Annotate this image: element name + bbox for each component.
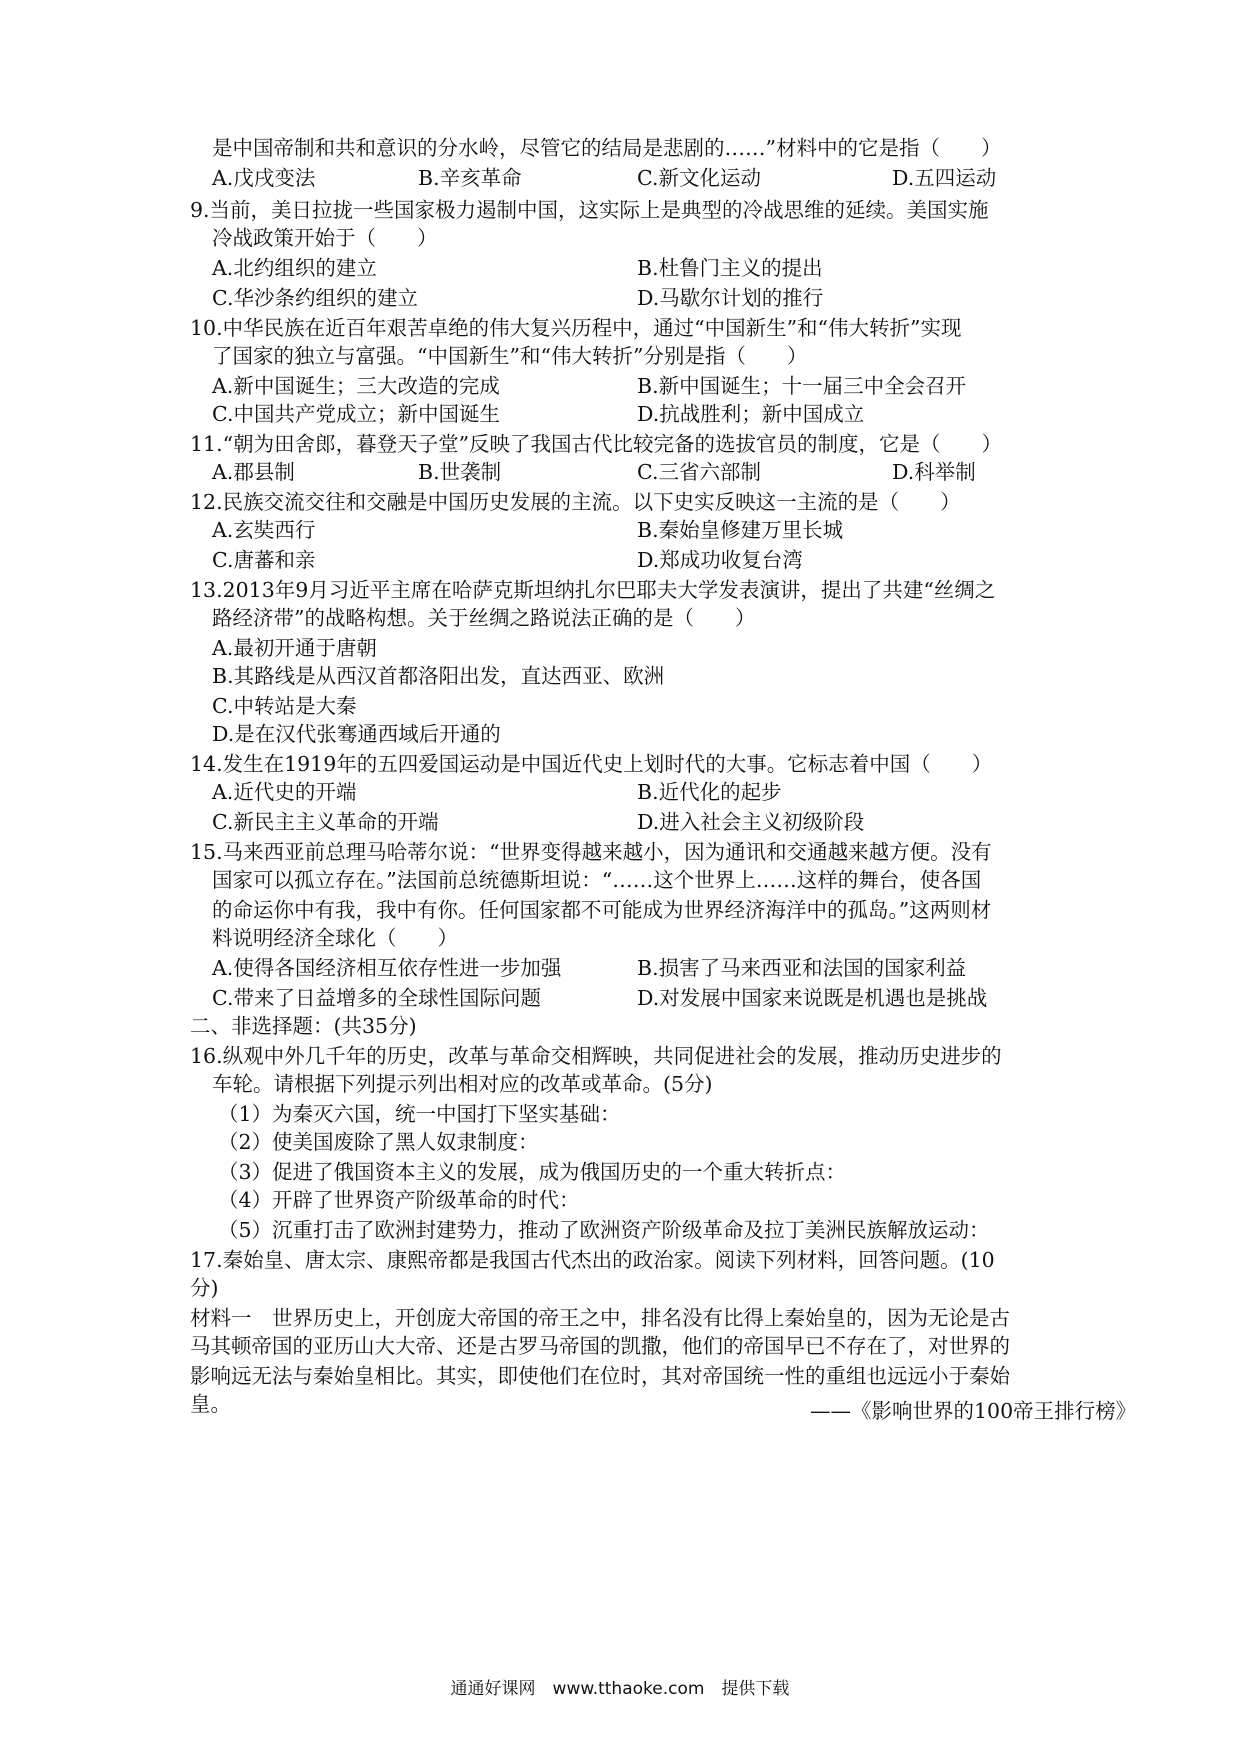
q13-stem-line1: 13.2013年9月习近平主席在哈萨克斯坦纳扎尔巴耶夫大学发表演讲，提出了共建“丝绸之 (190, 578, 996, 602)
q12-option-a: A.玄奘西行 (212, 518, 316, 542)
q9-stem-line1: 9.当前，美日拉拢一些国家极力遏制中国，这实际上是典型的冷战思维的延续。美国实施 (190, 198, 989, 222)
q10-option-b: B.新中国诞生；十一届三中全会召开 (637, 374, 967, 398)
q15-option-d: D.对发展中国家来说既是机遇也是挑战 (637, 986, 988, 1010)
q10-stem-line2: 了国家的独立与富强。“中国新生”和“伟大转折”分别是指（ ） (212, 344, 808, 368)
q14-option-c: C.新民主主义革命的开端 (212, 810, 439, 834)
q15-stem-line3: 的命运你中有我，我中有你。任何国家都不可能成为世界经济海洋中的孤岛。”这两则材 (212, 898, 992, 922)
section2-title: 二、非选择题：(共35分) (190, 1014, 417, 1038)
material1-source: ——《影响世界的100帝王排行榜》 (810, 1399, 1137, 1423)
q8-option-a: A.戊戌变法 (212, 166, 316, 190)
q13-stem-line2: 路经济带”的战略构想。关于丝绸之路说法正确的是（ ） (212, 606, 756, 630)
q8-stem-tail: 是中国帝制和共和意识的分水岭，尽管它的结局是悲剧的……”材料中的它是指（ ） (212, 136, 1002, 160)
q14-option-b: B.近代化的起步 (637, 780, 782, 804)
q9-stem-line2: 冷战政策开始于（ ） (212, 226, 438, 250)
q15-stem-line2: 国家可以孤立存在。”法国前总统德斯坦说：“……这个世界上……这样的舞台，使各国 (212, 868, 982, 892)
q15-option-c: C.带来了日益增多的全球性国际问题 (212, 986, 541, 1010)
q9-option-c: C.华沙条约组织的建立 (212, 286, 418, 310)
material1-line3: 影响远无法与秦始皇相比。其实，即使他们在位时，其对帝国统一性的重组也远远小于秦始 (190, 1364, 1010, 1388)
q14-option-a: A.近代史的开端 (212, 780, 357, 804)
q15-stem-line4: 料说明经济全球化（ ） (212, 926, 458, 950)
q12-option-c: C.唐蕃和亲 (212, 548, 316, 572)
q10-stem-line1: 10.中华民族在近百年艰苦卓绝的伟大复兴历程中，通过“中国新生”和“伟大转折”实现 (190, 316, 962, 340)
q17-stem-line1: 17.秦始皇、唐太宗、康熙帝都是我国古代杰出的政治家。阅读下列材料，回答问题。(10 (190, 1248, 995, 1272)
q12-option-d: D.郑成功收复台湾 (637, 548, 803, 572)
q17-stem-line2: 分) (190, 1276, 219, 1300)
q13-option-d: D.是在汉代张骞通西域后开通的 (212, 722, 501, 746)
q11-option-c: C.三省六部制 (637, 460, 761, 484)
page-footer: 通通好课网 www.tthaoke.com 提供下载 (450, 1679, 790, 1699)
q11-stem-line1: 11.“朝为田舍郎，暮登天子堂”反映了我国古代比较完备的选拔官员的制度，它是（ ） (190, 432, 1003, 456)
q16-item-1: （1）为秦灭六国，统一中国打下坚实基础： (218, 1102, 621, 1126)
q13-option-b: B.其路线是从西汉首都洛阳出发，直达西亚、欧洲 (212, 664, 665, 688)
material1-line1: 材料一 世界历史上，开创庞大帝国的帝王之中，排名没有比得上秦始皇的，因为无论是古 (190, 1306, 1010, 1330)
q16-item-5: （5）沉重打击了欧洲封建势力，推动了欧洲资产阶级革命及拉丁美洲民族解放运动： (218, 1218, 990, 1242)
q9-option-a: A.北约组织的建立 (212, 256, 377, 280)
q12-option-b: B.秦始皇修建万里长城 (637, 518, 844, 542)
q16-item-4: （4）开辟了世界资产阶级革命的时代： (218, 1188, 580, 1212)
q8-option-c: C.新文化运动 (637, 166, 761, 190)
q10-option-c: C.中国共产党成立；新中国诞生 (212, 402, 500, 426)
q15-option-a: A.使得各国经济相互依存性进一步加强 (212, 956, 562, 980)
q15-stem-line1: 15.马来西亚前总理马哈蒂尔说：“世界变得越来越小，因为通讯和交通越来越方便。没有 (190, 840, 992, 864)
material1-line4: 皇。 (190, 1392, 231, 1416)
q15-option-b: B.损害了马来西亚和法国的国家利益 (637, 956, 967, 980)
q8-option-d: D.五四运动 (892, 166, 997, 190)
q16-stem-line1: 16.纵观中外几千年的历史，改革与革命交相辉映，共同促进社会的发展，推动历史进步的 (190, 1044, 1002, 1068)
material1-line2: 马其顿帝国的亚历山大大帝、还是古罗马帝国的凯撒，他们的帝国早已不存在了，对世界的 (190, 1334, 1010, 1358)
q16-item-3: （3）促进了俄国资本主义的发展，成为俄国历史的一个重大转折点： (218, 1160, 847, 1184)
q9-option-d: D.马歇尔计划的推行 (637, 286, 824, 310)
q16-item-2: （2）使美国废除了黑人奴隶制度： (218, 1130, 539, 1154)
q14-stem-line1: 14.发生在1919年的五四爱国运动是中国近代史上划时代的大事。它标志着中国（ ） (190, 752, 993, 776)
q11-option-b: B.世袭制 (418, 460, 502, 484)
q11-option-d: D.科举制 (892, 460, 976, 484)
q11-option-a: A.郡县制 (212, 460, 295, 484)
q10-option-a: A.新中国诞生；三大改造的完成 (212, 374, 500, 398)
q9-option-b: B.杜鲁门主义的提出 (637, 256, 823, 280)
q12-stem-line1: 12.民族交流交往和交融是中国历史发展的主流。以下史实反映这一主流的是（ ） (190, 490, 961, 514)
q10-option-d: D.抗战胜利；新中国成立 (637, 402, 865, 426)
q13-option-c: C.中转站是大秦 (212, 694, 357, 718)
q14-option-d: D.进入社会主义初级阶段 (637, 810, 865, 834)
q8-option-b: B.辛亥革命 (418, 166, 522, 190)
q13-option-a: A.最初开通于唐朝 (212, 636, 377, 660)
q16-stem-line2: 车轮。请根据下列提示列出相对应的改革或革命。(5分) (212, 1072, 713, 1096)
